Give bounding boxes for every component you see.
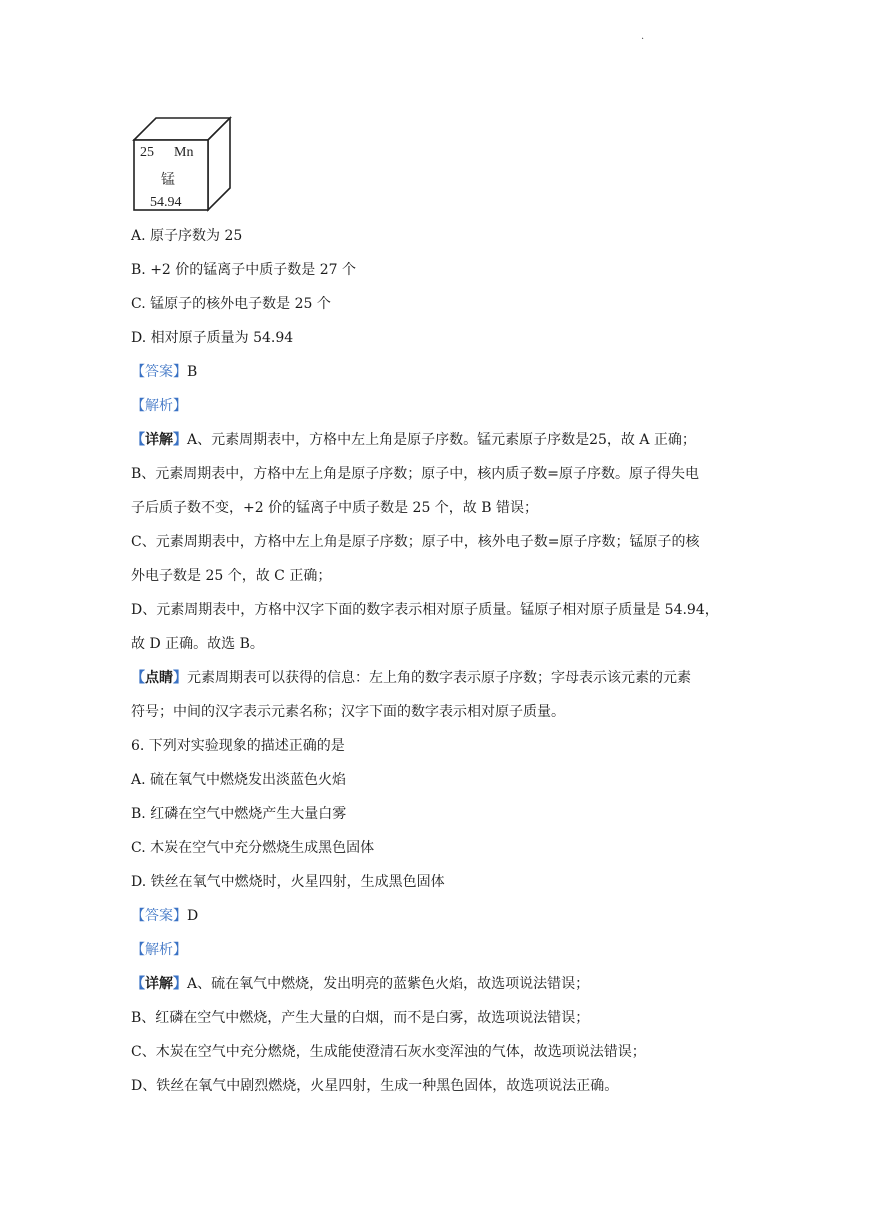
q5-detail-line: C、元素周期表中，方格中左上角是原子序数；原子中，核外电子数=原子序数；锰原子的核 [131, 534, 700, 550]
answer-tag: 【答案】 [131, 364, 187, 380]
q5-detail-line: 故 D 正确。故选 B。 [131, 636, 264, 652]
q6-option-b: B. 红磷在空气中燃烧产生大量白雾 [131, 806, 347, 822]
element-number: 25 [140, 145, 154, 160]
detail-tag: 【详解】 [131, 432, 187, 448]
q6-detail-line: C、木炭在空气中充分燃烧，生成能使澄清石灰水变浑浊的气体，故选项说法错误； [131, 1044, 646, 1060]
q6-option-d: D. 铁丝在氧气中燃烧时，火星四射，生成黑色固体 [131, 874, 445, 890]
q5-tip-line: 【点睛】元素周期表可以获得的信息：左上角的数字表示原子序数；字母表示该元素的元素 [131, 670, 691, 686]
tip-tag: 【点睛】 [131, 670, 187, 686]
q5-option-b: B. +2 价的锰离子中质子数是 27 个 [131, 262, 356, 278]
q5-option-a: A. 原子序数为 25 [131, 228, 243, 244]
q6-detail-line: 【详解】A、硫在氧气中燃烧，发出明亮的蓝紫色火焰，故选项说法错误； [131, 976, 590, 992]
answer-tag: 【答案】 [131, 908, 187, 924]
q5-option-c: C. 锰原子的核外电子数是 25 个 [131, 296, 331, 312]
q5-detail-line: D、元素周期表中，方格中汉字下面的数字表示相对原子质量。锰原子相对原子质量是 54.94， [131, 602, 719, 618]
q5-detail-line: B、元素周期表中，方格中左上角是原子序数；原子中，核内质子数=原子序数。原子得失电 [131, 466, 700, 482]
q6-analysis-tag: 【解析】 [131, 942, 187, 958]
q5-analysis-tag: 【解析】 [131, 398, 187, 414]
element-name: 锰 [161, 172, 175, 188]
q5-option-d: D. 相对原子质量为 54.94 [131, 330, 294, 346]
element-symbol: Mn [174, 145, 194, 160]
page-mark: · [641, 34, 645, 45]
element-card-figure [126, 114, 234, 214]
q6-option-a: A. 硫在氧气中燃烧发出淡蓝色火焰 [131, 772, 347, 788]
q5-detail-line: 【详解】A、元素周期表中，方格中左上角是原子序数。锰元素原子序数是25，故 A 正确； [131, 432, 696, 448]
q6-stem: 6. 下列对实验现象的描述正确的是 [131, 738, 345, 754]
q6-answer [131, 906, 198, 926]
answer-value: D [187, 908, 199, 924]
element-mass: 54.94 [150, 195, 182, 210]
answer-value: B [187, 364, 198, 380]
q5-detail-line: 外电子数是 25 个，故 C 正确； [131, 568, 332, 584]
q6-detail-line: B、红磷在空气中燃烧，产生大量的白烟，而不是白雾，故选项说法错误； [131, 1010, 590, 1026]
q6-detail-line: D、铁丝在氧气中剧烈燃烧，火星四射，生成一种黑色固体，故选项说法正确。 [131, 1078, 619, 1094]
q6-option-c: C. 木炭在空气中充分燃烧生成黑色固体 [131, 840, 375, 856]
q5-detail-line: 子后质子数不变，+2 价的锰离子中质子数是 25 个，故 B 错误； [131, 500, 538, 516]
q5-tip-line: 符号；中间的汉字表示元素名称；汉字下面的数字表示相对原子质量。 [131, 704, 565, 720]
q5-answer [131, 362, 197, 382]
detail-tag: 【详解】 [131, 976, 187, 992]
